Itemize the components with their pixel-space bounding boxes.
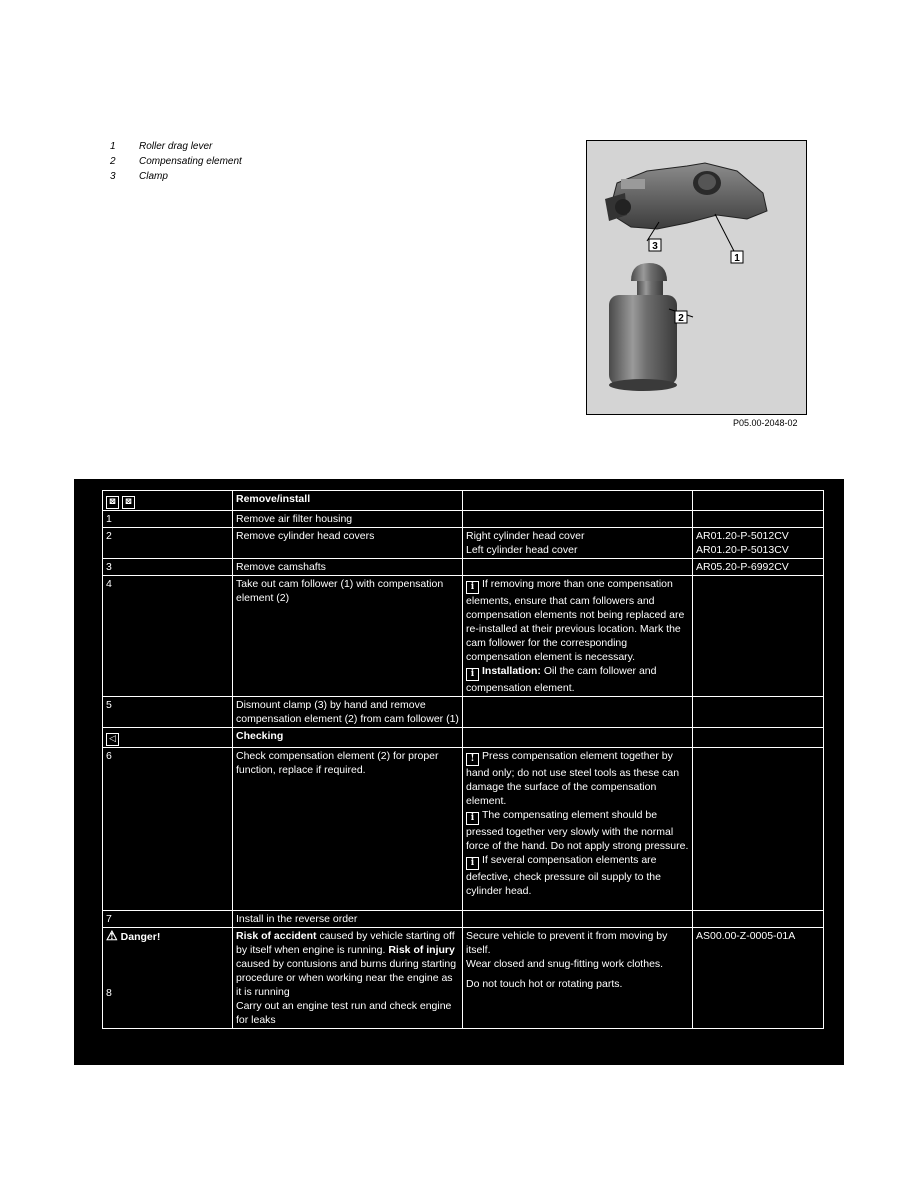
legend-item: 1 Roller drag lever	[110, 141, 213, 152]
install-icon: ⊠	[122, 496, 135, 509]
section-title: Remove/install	[233, 491, 463, 511]
table-row: 3 Remove camshafts AR05.20-P-6992CV	[103, 559, 824, 576]
remove-icon: ⊠	[106, 496, 119, 509]
table-row: 1 Remove air filter housing	[103, 511, 824, 528]
callout-3: 3	[652, 241, 658, 252]
figure-code: P05.00-2048-02	[733, 418, 798, 428]
info-icon: i	[466, 812, 479, 825]
procedure-table	[102, 490, 824, 1029]
callout-2: 2	[678, 313, 684, 324]
section-title: Checking	[233, 728, 463, 748]
caution-icon: !	[466, 753, 479, 766]
table-row: 6 Check compensation element (2) for proper function, replace if required. ! Press compensation element together by hand only; do not use steel tools as these can damage the surface of the compensation element. i The compensating element should be pressed together very slowly with the normal force of the hand. Do not apply strong pressure. i If several compensation elements are defective, check pressure oil supply to the cylinder head.	[103, 748, 824, 911]
table-row: 5 Dismount clamp (3) by hand and remove compensation element (2) from cam follower (1)	[103, 697, 824, 728]
table-row	[103, 728, 824, 748]
table-row: 2 Remove cylinder head covers Right cylinder head cover Left cylinder head cover AR01.20-P-5012CV AR01.20-P-5013CV	[103, 528, 824, 559]
reference-link[interactable]: AS00.00-Z-0005-01A	[696, 930, 796, 942]
info-icon: i	[466, 857, 479, 870]
legend-item: 2 Compensating element	[110, 156, 242, 167]
table-row	[103, 491, 824, 511]
component-illustration	[586, 140, 807, 415]
warning-icon: ⚠	[106, 928, 118, 943]
figure-legend	[110, 139, 242, 184]
table-row: 7 Install in the reverse order	[103, 911, 824, 928]
checking-icon: ◁	[106, 733, 119, 746]
table-row: 4 Take out cam follower (1) with compensation element (2) i If removing more than one compensation elements, ensure that cam followers and compensation elements not being replaced are re-installed at their previous location. Mark the cam follower for the corresponding compensation element is necessary. i Installation: Oil the cam follower and compensation element.	[103, 576, 824, 697]
callout-1: 1	[734, 253, 740, 264]
info-icon: i	[466, 581, 479, 594]
info-icon: i	[466, 668, 479, 681]
reference-link[interactable]: AR01.20-P-5013CV	[696, 544, 789, 556]
table-row: ⚠ Danger! 8 Risk of accident caused by vehicle starting off by itself when engine is running. Risk of injury caused by contusions and burns during starting procedure or when working near the engine as it is running Carry out an engine test run and check engine for leaks Secure vehicle to prevent it from moving by itself. Wear closed and snug-fitting work clothes. Do not touch hot or rotating parts. AS00.00-Z-0005-01A	[103, 928, 824, 1029]
rocker-and-lifter-drawing	[587, 141, 806, 414]
legend-item: 3 Clamp	[110, 171, 168, 182]
reference-link[interactable]: AR05.20-P-6992CV	[696, 561, 789, 573]
reference-link[interactable]: AR01.20-P-5012CV	[696, 530, 789, 542]
